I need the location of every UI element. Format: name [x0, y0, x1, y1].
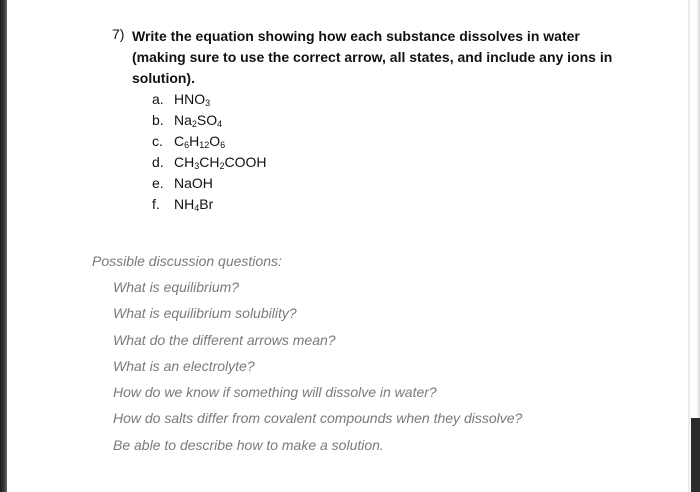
item-label: a. — [152, 91, 164, 107]
left-edge-shadow — [0, 0, 7, 492]
question-text: Write the equation showing how each substance dissolves in water (making sure to use the correct arrow, all states, and include any ions in solution). — [132, 28, 613, 86]
discussion-question: What do the different arrows mean? — [113, 331, 336, 348]
formula-hno3: $HNO_3$ — [174, 91, 211, 108]
formula-nh4br: $NH_4Br$ — [174, 196, 214, 213]
formula-c6h12o6: $C_6H_{12}O_6$ — [174, 133, 226, 150]
discussion-question: How do salts differ from covalent compounds when they dissolve? — [113, 410, 523, 427]
discussion-question-list — [113, 277, 522, 461]
formula-ch3ch2cooh: $CH_3CH_2COOH$ — [174, 154, 267, 171]
discussion-question: What is equilibrium? — [113, 279, 240, 295]
item-label: c. — [152, 133, 163, 149]
right-edge-dark-block — [691, 418, 700, 492]
item-label: d. — [152, 154, 164, 170]
formula-naoh: NaOH — [174, 175, 213, 191]
discussion-question: How do we know if something will dissolve in water? — [113, 384, 437, 401]
discussion-heading: Possible discussion questions: — [92, 253, 282, 269]
discussion-question: Be able to describe how to make a solution. — [113, 436, 384, 453]
question-number: 7) — [112, 26, 125, 42]
formula-na2so4: $Na_2SO_4$ — [174, 112, 223, 129]
item-label: e. — [152, 175, 164, 191]
item-label: b. — [152, 112, 164, 128]
discussion-question: What is equilibrium solubility? — [113, 305, 297, 322]
right-edge-margin — [688, 0, 700, 492]
item-label: f. — [152, 196, 160, 212]
discussion-question: What is an electrolyte? — [113, 357, 255, 374]
